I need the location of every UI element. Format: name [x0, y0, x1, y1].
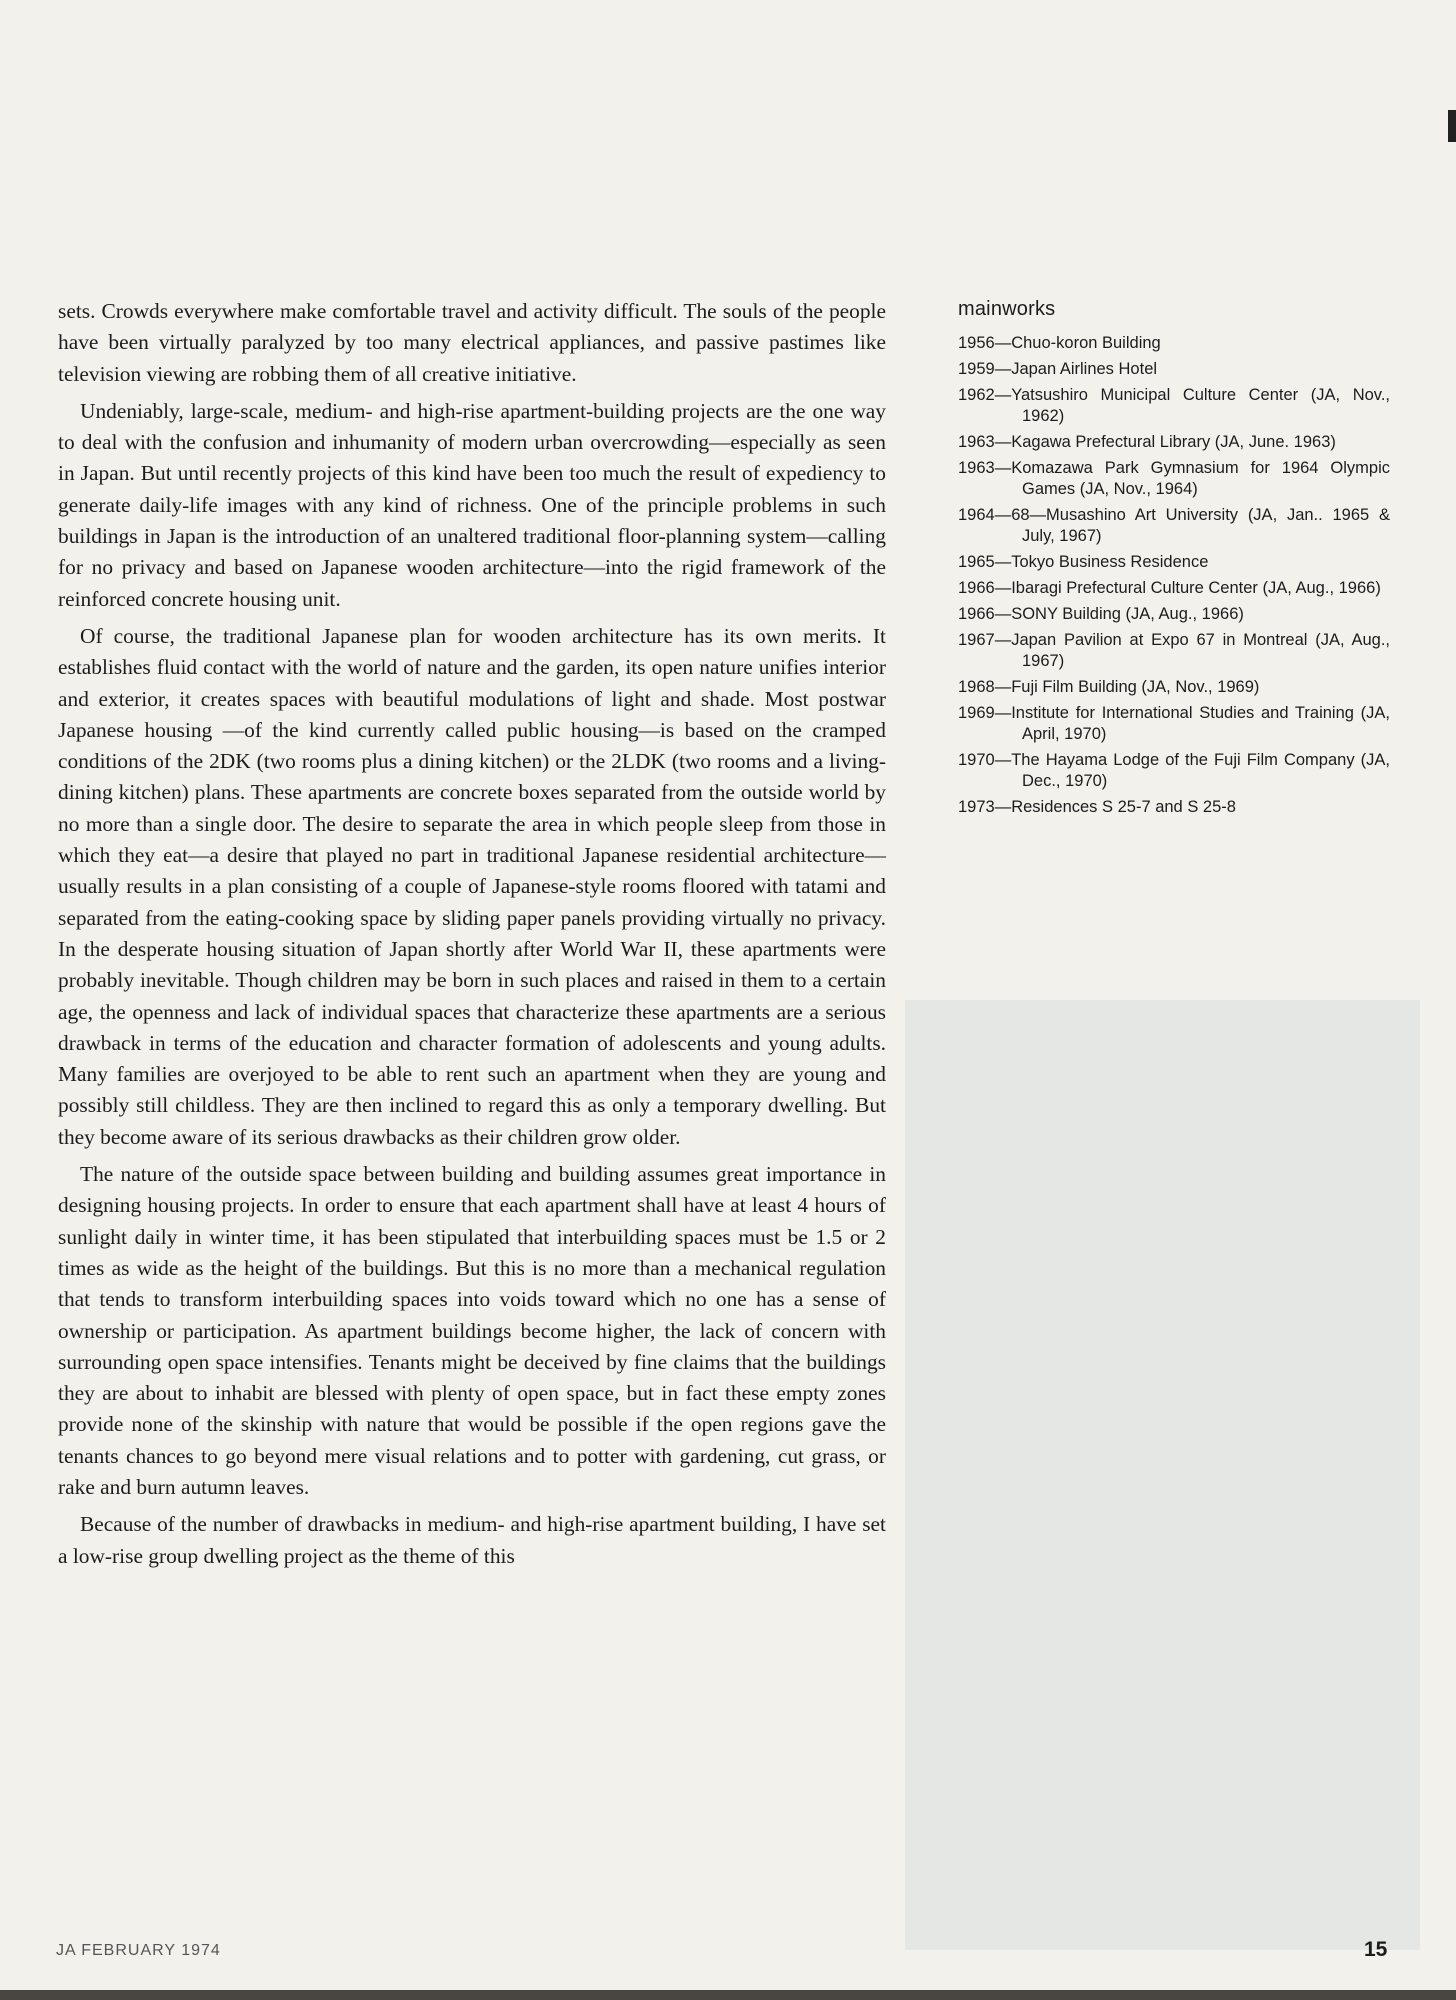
works-list-item: 1962—Yatsushiro Municipal Culture Center (JA, Nov., 1962)	[958, 386, 1390, 425]
works-list-item: 1959—Japan Airlines Hotel	[958, 360, 1158, 378]
page-number: 15	[1364, 1938, 1388, 1961]
works-list-item: 1965—Tokyo Business Residence	[958, 553, 1209, 571]
works-list-item: 1969—Institute for International Studies and Training (JA, April, 1970)	[958, 704, 1390, 743]
works-list-item: 1956—Chuo-koron Building	[958, 334, 1161, 352]
works-list-item: 1970—The Hayama Lodge of the Fuji Film Company (JA, Dec., 1970)	[958, 751, 1390, 790]
page-bottom-edge	[0, 1990, 1456, 2000]
article-body	[58, 296, 886, 1578]
paragraph-3: Of course, the traditional Japanese plan for wooden architecture has its own merits. It establishes fluid contact with the world of nature and the garden, its open nature unifies interior and exterior, it creates spaces with beautiful modulations of light and shade. Most postwar Japanese housing —of the kind currently called public housing—is based on the cramped conditions of the 2DK (two rooms plus a dining kitchen) or the 2LDK (two rooms and a living-dining kitchen) plans. These apartments are concrete boxes separated from the outside world by no more than a single door. The desire to separate the area in which people sleep from those in which they eat—a desire that played no part in traditional Japanese residential architecture—usually results in a plan consisting of a couple of Japanese-style rooms floored with tatami and separated from the eating-cooking space by sliding paper panels providing virtually no privacy. In the desperate housing situation of Japan shortly after World War II, these apartments were probably inevitable. Though children may be born in such places and raised in them to a certain age, the openness and lack of individual spaces that characterize these apartments are a serious drawback in terms of the education and character formation of adolescents and young adults. Many families are overjoyed to be able to rent such an apartment when they are young and possibly still childless. They are then inclined to regard this as only a temporary dwelling. But they become aware of its serious drawbacks as their children grow older.	[58, 623, 886, 1149]
paragraph-2: Undeniably, large-scale, medium- and high-rise apartment-building projects are the one way to deal with the confusion and inhumanity of modern urban overcrowding—especially as seen in Japan. But until recently projects of this kind have been too much the result of expediency to generate daily-life images with any kind of richness. One of the principle problems in such buildings in Japan is the introduction of an unaltered traditional floor-planning system—calling for no privacy and based on Japanese wooden architecture—into the rigid framework of the reinforced concrete housing unit.	[58, 398, 886, 611]
bleed-through-shading	[905, 1000, 1420, 1950]
works-list-item: 1973—Residences S 25-7 and S 25-8	[958, 798, 1236, 816]
works-list-item: 1967—Japan Pavilion at Expo 67 in Montreal (JA, Aug., 1967)	[958, 631, 1390, 670]
page-edge-marker	[1448, 110, 1456, 142]
works-list-item: 1964—68—Musashino Art University (JA, Jan.. 1965 & July, 1967)	[958, 506, 1390, 545]
works-list-item: 1968—Fuji Film Building (JA, Nov., 1969)	[958, 678, 1260, 696]
paragraph-4: The nature of the outside space between building and building assumes great importance in designing housing projects. In order to ensure that each apartment shall have at least 4 hours of sunlight daily in winter time, it has been stipulated that interbuilding spaces must be 1.5 or 2 times as wide as the height of the buildings. But this is no more than a mechanical regulation that tends to transform interbuilding spaces into voids toward which no one has a sense of ownership or participation. As apartment buildings become higher, the lack of concern with surrounding open space intensifies. Tenants might be deceived by fine claims that the buildings they are about to inhabit are blessed with plenty of open space, but in fact these empty zones provide none of the skinship with nature that would be possible if the open regions gave the tenants chances to go beyond mere visual relations and to potter with gardening, cut grass, or rake and burn autumn leaves.	[58, 1162, 886, 1499]
works-list-item: 1966—Ibaragi Prefectural Culture Center (JA, Aug., 1966)	[958, 579, 1381, 597]
paragraph-1: sets. Crowds everywhere make comfortable travel and activity difficult. The souls of the people have been virtually paralyzed by too many electrical appliances, and passive pastimes like television viewing are robbing them of all creative initiative.	[58, 299, 886, 386]
works-list-item: 1966—SONY Building (JA, Aug., 1966)	[958, 605, 1244, 623]
issue-footer: JA FEBRUARY 1974	[56, 1942, 221, 1959]
mainworks-heading: mainworks	[958, 298, 1056, 320]
works-list-item: 1963—Komazawa Park Gymnasium for 1964 Olympic Games (JA, Nov., 1964)	[958, 459, 1390, 498]
works-list-item: 1963—Kagawa Prefectural Library (JA, June. 1963)	[958, 433, 1336, 451]
paragraph-5: Because of the number of drawbacks in medium- and high-rise apartment building, I have set a low-rise group dwelling project as the theme of this	[58, 1512, 886, 1568]
mainworks-list	[958, 333, 1390, 818]
mainworks-sidebar	[958, 298, 1390, 823]
